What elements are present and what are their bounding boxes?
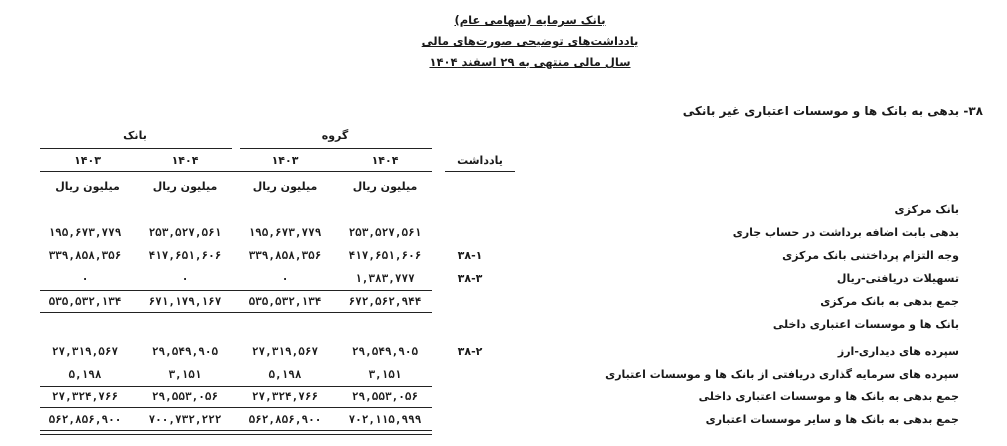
report-period: سال مالی منتهی به ۲۹ اسفند ۱۴۰۴ — [429, 55, 631, 69]
cell-group-1403: ۵۳۵,۵۳۲,۱۳۴ — [248, 295, 322, 308]
group-heading-rule — [240, 148, 432, 149]
subtotal-rule — [40, 386, 432, 387]
note-ref: ۳۸-۱ — [457, 249, 483, 262]
subtotal-rule — [40, 290, 432, 291]
unit-label: میلیون ریال — [55, 180, 120, 193]
report-header — [400, 10, 660, 73]
cell-bank-1404: ۲۵۳,۵۲۷,۵۶۱ — [148, 226, 222, 239]
group-year-1404: ۱۴۰۴ — [371, 154, 399, 167]
year-rule — [40, 171, 432, 172]
cell-group-1403: ۲۷,۳۲۴,۷۶۶ — [251, 390, 319, 403]
cell-group-1403: ۰ — [281, 272, 289, 285]
cell-bank-1403: ۱۹۵,۶۷۳,۷۷۹ — [48, 226, 122, 239]
row-label: سپرده های سرمایه گذاری دریافتی از بانک ها و موسسات اعتباری — [605, 368, 959, 381]
cell-bank-1403: ۰ — [81, 272, 89, 285]
note-ref: ۳۸-۲ — [457, 345, 483, 358]
cell-bank-1403: ۲۷,۳۲۴,۷۶۶ — [51, 390, 119, 403]
cell-group-1403: ۱۹۵,۶۷۳,۷۷۹ — [248, 226, 322, 239]
group-year-1403: ۱۴۰۳ — [271, 154, 299, 167]
cell-group-1404: ۱,۳۸۳,۷۷۷ — [355, 272, 415, 285]
grand-total-double-rule — [40, 430, 432, 435]
cell-group-1403: ۵۶۲,۸۵۶,۹۰۰ — [248, 413, 322, 426]
unit-label: میلیون ریال — [252, 180, 318, 193]
row-label: تسهیلات دریافتی-ریال — [836, 272, 959, 285]
cell-group-1404: ۳,۱۵۱ — [368, 368, 402, 381]
total-rule — [40, 407, 432, 408]
row-label-total: جمع بدهی به بانک مرکزی — [820, 295, 959, 308]
group-heading: گروه — [321, 129, 349, 142]
report-subtitle: یادداشت‌های توضیحی صورت‌های مالی — [421, 34, 639, 48]
row-label-central-bank: بانک مرکزی — [894, 203, 959, 216]
cell-bank-1404: ۲۹,۵۵۳,۰۵۶ — [151, 390, 219, 403]
cell-bank-1403: ۲۷,۳۱۹,۵۶۷ — [51, 345, 119, 358]
row-label-grand-total: جمع بدهی به بانک ها و سایر موسسات اعتباری — [705, 413, 959, 426]
row-label: سپرده های دیداری-ارز — [837, 345, 959, 358]
bank-name: بانک سرمایه (سهامی عام) — [454, 13, 606, 27]
bank-year-1403: ۱۴۰۳ — [74, 154, 101, 167]
cell-group-1404: ۷۰۲,۱۱۵,۹۹۹ — [348, 413, 422, 426]
cell-bank-1404: ۷۰۰,۷۳۲,۲۲۲ — [148, 413, 222, 426]
bank-heading: بانک — [123, 129, 147, 142]
cell-bank-1404: ۲۹,۵۴۹,۹۰۵ — [151, 345, 219, 358]
cell-group-1404: ۲۹,۵۴۹,۹۰۵ — [351, 345, 419, 358]
cell-bank-1403: ۵۶۲,۸۵۶,۹۰۰ — [48, 413, 122, 426]
cell-bank-1404: ۰ — [181, 272, 189, 285]
row-label-total: جمع بدهی به بانک ها و موسسات اعتباری داخلی — [698, 390, 959, 403]
cell-group-1403: ۳۳۹,۸۵۸,۳۵۶ — [248, 249, 322, 262]
total-rule — [40, 312, 432, 313]
row-label-domestic-banks: بانک ها و موسسات اعتباری داخلی — [772, 318, 959, 331]
unit-label: میلیون ریال — [152, 180, 218, 193]
bank-year-1404: ۱۴۰۴ — [171, 154, 199, 167]
section-title: ۳۸- بدهی به بانک ها و موسسات اعتباری غیر بانکی — [682, 104, 983, 118]
bank-heading-rule — [40, 148, 232, 149]
note-heading: یادداشت — [457, 154, 503, 167]
cell-bank-1404: ۶۷۱,۱۷۹,۱۶۷ — [148, 295, 222, 308]
row-label: بدهی بابت اضافه برداشت در حساب جاری — [732, 226, 959, 239]
cell-group-1404: ۶۷۲,۵۶۲,۹۴۴ — [348, 295, 422, 308]
cell-bank-1404: ۳,۱۵۱ — [168, 368, 202, 381]
cell-group-1404: ۲۹,۵۵۳,۰۵۶ — [351, 390, 419, 403]
cell-bank-1404: ۴۱۷,۶۵۱,۶۰۶ — [148, 249, 222, 262]
unit-label: میلیون ریال — [352, 180, 418, 193]
row-label: وجه التزام پرداختنی بانک مرکزی — [782, 249, 959, 262]
cell-group-1404: ۲۵۳,۵۲۷,۵۶۱ — [348, 226, 422, 239]
cell-bank-1403: ۵,۱۹۸ — [68, 368, 102, 381]
cell-group-1404: ۴۱۷,۶۵۱,۶۰۶ — [348, 249, 422, 262]
note-ref: ۳۸-۳ — [457, 272, 483, 285]
note-rule — [445, 171, 515, 172]
cell-group-1403: ۵,۱۹۸ — [268, 368, 302, 381]
cell-group-1403: ۲۷,۳۱۹,۵۶۷ — [251, 345, 319, 358]
cell-bank-1403: ۵۳۵,۵۳۲,۱۳۴ — [48, 295, 122, 308]
cell-bank-1403: ۳۳۹,۸۵۸,۳۵۶ — [48, 249, 122, 262]
